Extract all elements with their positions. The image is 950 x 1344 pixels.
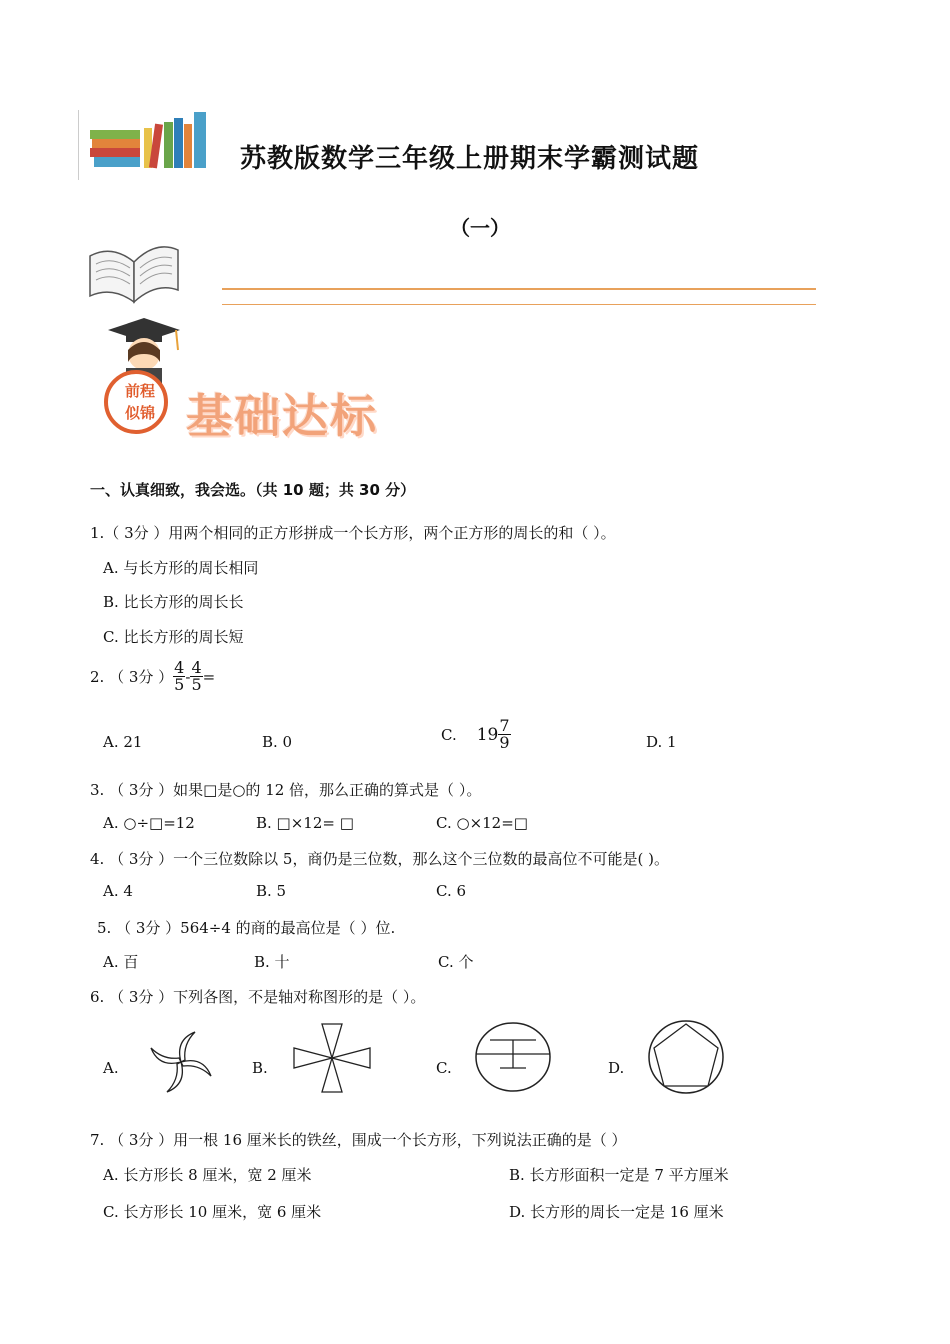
q2-f1-numerator: 4 <box>174 658 185 677</box>
question-5: 5. （ 3分 ）564÷4 的商的最高位是（ ）位. <box>97 919 396 937</box>
pentagon-in-circle-figure <box>646 1018 726 1096</box>
q5-option-b: B. 十 <box>254 953 290 971</box>
q1-option-a: A. 与长方形的周长相同 <box>103 559 259 577</box>
q2-option-c-whole: 19 <box>476 724 499 745</box>
question-1: 1.（ 3分 ）用两个相同的正方形拼成一个长方形，两个正方形的周长的和（ ）。 <box>90 524 616 542</box>
q3-option-b: B. □×12= □ <box>256 814 354 832</box>
q6-option-c: C. <box>436 1059 452 1077</box>
q7-option-c: C. 长方形长 10 厘米，宽 6 厘米 <box>103 1203 322 1221</box>
q3-option-a: A. ○÷□=12 <box>103 814 195 832</box>
q4-option-a: A. 4 <box>103 882 133 900</box>
page-title: 苏教版数学三年级上册期末学霸测试题 <box>240 144 700 174</box>
q6-option-d: D. <box>608 1059 625 1077</box>
q2-f2-numerator: 4 <box>191 658 202 677</box>
q5-option-a: A. 百 <box>103 953 139 971</box>
q7-option-b: B. 长方形面积一定是 7 平方厘米 <box>509 1166 729 1184</box>
question-3: 3. （ 3分 ）如果□是○的 12 倍，那么正确的算式是（ ）。 <box>90 781 482 799</box>
q2-fraction-2 <box>190 660 202 693</box>
divider-line-top <box>222 288 816 290</box>
q2-equals: = <box>202 667 216 686</box>
q7-option-a: A. 长方形长 8 厘米，宽 2 厘米 <box>103 1166 312 1184</box>
circle-symbol-figure <box>472 1020 554 1094</box>
q2-fraction-1 <box>173 660 185 693</box>
question-7: 7. （ 3分 ）用一根 16 厘米长的铁丝，围成一个长方形，下列说法正确的是（ ） <box>90 1131 627 1149</box>
q2-option-b: B. 0 <box>262 733 293 751</box>
q2-option-c-denominator: 9 <box>499 733 510 752</box>
q2-option-c-fraction <box>498 718 510 751</box>
question-6: 6. （ 3分 ）下列各图，不是轴对称图形的是（ ）。 <box>90 988 426 1006</box>
header-divider <box>78 110 79 180</box>
q1-option-b: B. 比长方形的周长长 <box>103 593 244 611</box>
q4-option-c: C. 6 <box>436 882 467 900</box>
q2-prefix: 2. （ 3分 ） <box>90 668 174 686</box>
q7-option-d: D. 长方形的周长一定是 16 厘米 <box>509 1203 724 1221</box>
q2-f2-denominator: 5 <box>191 675 202 694</box>
banner-badge: 前程似锦 <box>124 382 155 422</box>
banner-text: 基础达标 <box>186 389 378 443</box>
q6-option-b: B. <box>252 1059 268 1077</box>
section-heading: 一、认真细致，我会选。（共 10 题；共 30 分） <box>90 481 416 499</box>
q4-option-b: B. 5 <box>256 882 287 900</box>
question-2 <box>90 660 215 693</box>
pinwheel-figure <box>140 1026 222 1098</box>
q6-option-a: A. <box>103 1059 119 1077</box>
open-book-icon <box>86 236 182 308</box>
q2-option-c-label: C. <box>441 725 457 744</box>
books-icon <box>88 108 214 172</box>
page-subtitle: （一） <box>450 216 510 240</box>
q2-f1-denominator: 5 <box>174 675 185 694</box>
q1-option-c: C. 比长方形的周长短 <box>103 628 244 646</box>
q3-option-c: C. ○×12=□ <box>436 814 528 832</box>
windmill-figure <box>290 1020 374 1096</box>
q5-option-c: C. 个 <box>438 953 474 971</box>
q2-option-a: A. 21 <box>103 733 143 751</box>
question-4: 4. （ 3分 ）一个三位数除以 5，商仍是三位数，那么这个三位数的最高位不可能是( )。 <box>90 850 669 868</box>
divider-line-bottom <box>222 304 816 305</box>
q2-option-d: D. 1 <box>646 733 677 751</box>
q2-option-c <box>441 718 511 751</box>
q2-minus: - <box>185 667 191 686</box>
q2-option-c-numerator: 7 <box>499 716 510 735</box>
